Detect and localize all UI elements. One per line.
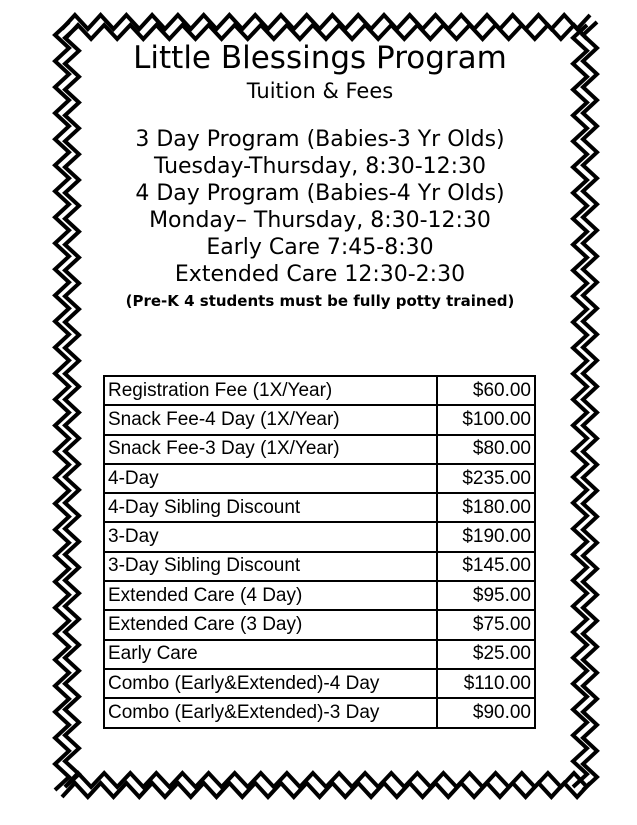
fees-table <box>103 375 536 729</box>
table-row <box>104 522 535 551</box>
fee-item: Extended Care (3 Day) <box>104 610 437 639</box>
table-row <box>104 493 535 522</box>
table-row <box>104 435 535 464</box>
fee-amount: $25.00 <box>437 640 535 669</box>
fee-amount: $100.00 <box>437 405 535 434</box>
table-row <box>104 640 535 669</box>
table-row <box>104 552 535 581</box>
fee-amount: $180.00 <box>437 493 535 522</box>
border-zigzag-edge <box>65 773 587 787</box>
schedule-line: Early Care 7:45-8:30 <box>206 235 434 260</box>
fee-item: Combo (Early&Extended)-4 Day <box>104 669 437 698</box>
table-row <box>104 610 535 639</box>
program-subtitle: Tuition & Fees <box>246 79 394 103</box>
schedule-line: Monday– Thursday, 8:30-12:30 <box>149 208 491 233</box>
fee-amount: $235.00 <box>437 464 535 493</box>
fee-amount: $95.00 <box>437 581 535 610</box>
fee-item: 4-Day Sibling Discount <box>104 493 437 522</box>
header-block <box>60 38 580 311</box>
fee-amount: $145.00 <box>437 552 535 581</box>
fee-item: Registration Fee (1X/Year) <box>104 376 437 405</box>
fee-amount: $60.00 <box>437 376 535 405</box>
table-row <box>104 581 535 610</box>
fee-item: Snack Fee-4 Day (1X/Year) <box>104 405 437 434</box>
fee-item: Early Care <box>104 640 437 669</box>
table-row <box>104 464 535 493</box>
fee-item: 4-Day <box>104 464 437 493</box>
fee-amount: $75.00 <box>437 610 535 639</box>
fee-item: Extended Care (4 Day) <box>104 581 437 610</box>
fee-item: Snack Fee-3 Day (1X/Year) <box>104 435 437 464</box>
program-title: Little Blessings Program <box>133 40 507 76</box>
potty-training-note: (Pre-K 4 students must be fully potty trained) <box>125 292 515 310</box>
table-row <box>104 669 535 698</box>
schedule-line: Tuesday-Thursday, 8:30-12:30 <box>153 154 487 179</box>
fee-item: Combo (Early&Extended)-3 Day <box>104 698 437 727</box>
schedule-line: 3 Day Program (Babies-3 Yr Olds) <box>135 127 505 152</box>
fee-item: 3-Day Sibling Discount <box>104 552 437 581</box>
schedule-line: Extended Care 12:30-2:30 <box>174 262 466 287</box>
table-row <box>104 698 535 727</box>
fee-amount: $80.00 <box>437 435 535 464</box>
fee-amount: $110.00 <box>437 669 535 698</box>
fee-amount: $190.00 <box>437 522 535 551</box>
border-zigzag-edge <box>62 15 590 29</box>
fee-amount: $90.00 <box>437 698 535 727</box>
schedule-line: 4 Day Program (Babies-4 Yr Olds) <box>135 181 505 206</box>
table-row <box>104 405 535 434</box>
table-row <box>104 376 535 405</box>
fee-item: 3-Day <box>104 522 437 551</box>
